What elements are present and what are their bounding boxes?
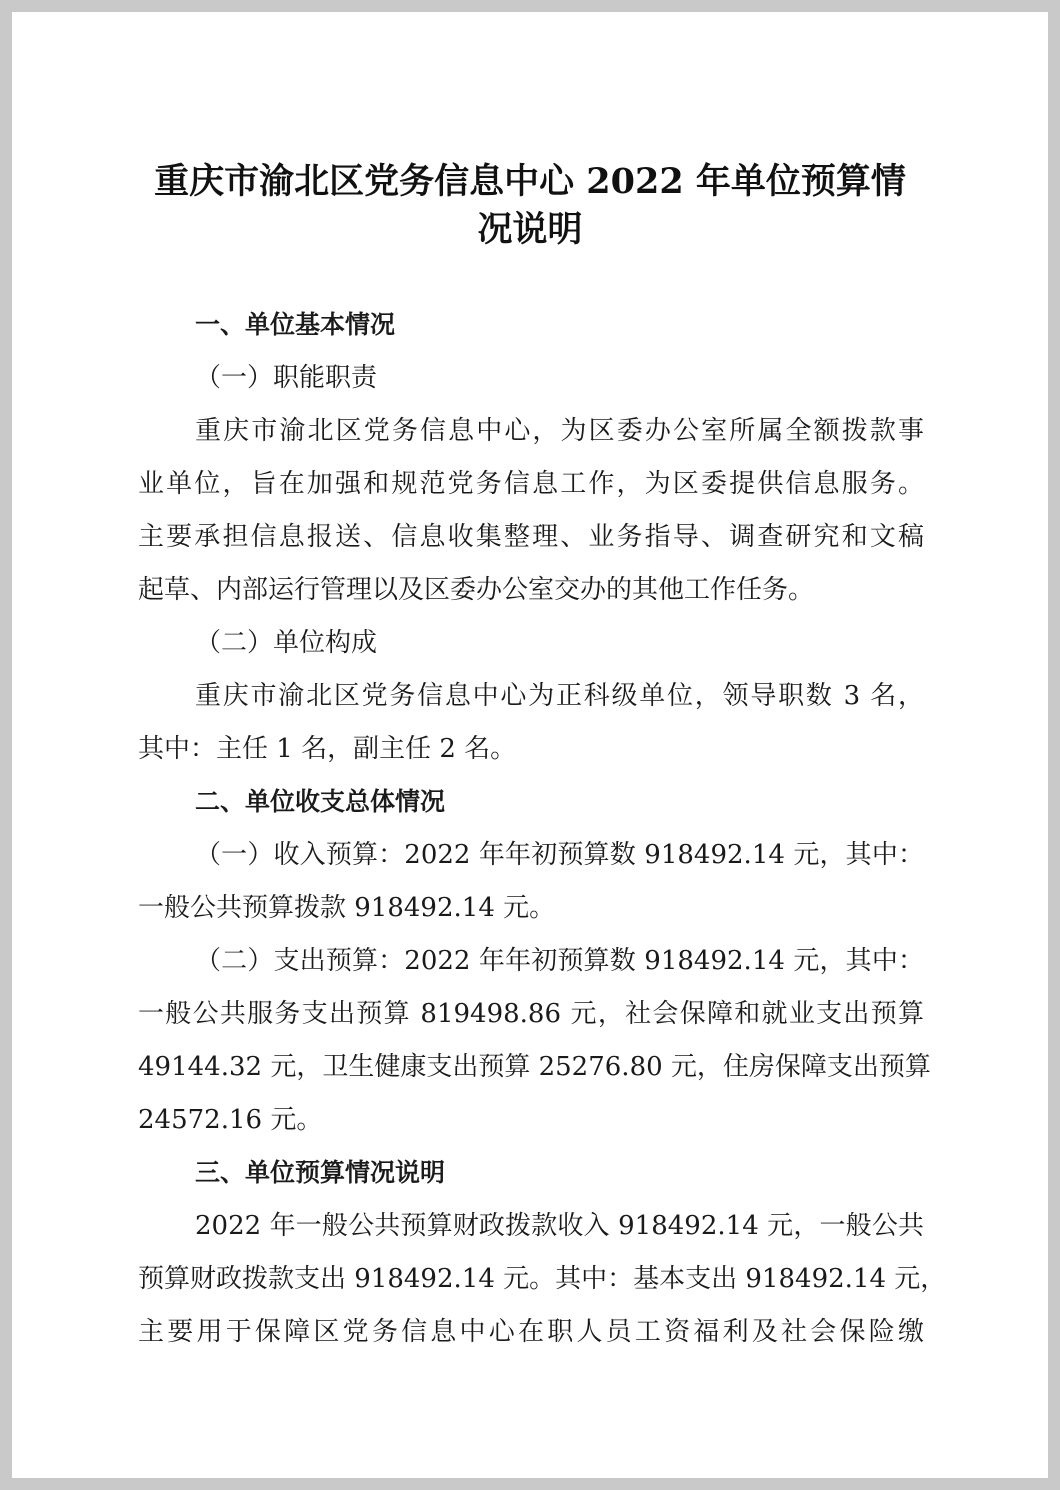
section-1-heading: 一、单位基本情况: [195, 310, 396, 339]
section-3-heading: 三、单位预算情况说明: [195, 1158, 446, 1187]
paragraph-line: 一般公共预算拨款 918492.14 元。: [138, 893, 556, 923]
paragraph-line: （二）支出预算：2022 年年初预算数 918492.14 元，其中：: [195, 946, 924, 976]
paragraph-line: 2022 年一般公共预算财政拨款收入 918492.14 元，一般公共: [195, 1211, 924, 1241]
paragraph-line: 其中：主任 1 名，副主任 2 名。: [138, 734, 517, 764]
paragraph-line: 业单位，旨在加强和规范党务信息工作，为区委提供信息服务。: [138, 469, 924, 499]
document-page: [12, 12, 1048, 1478]
paragraph-line: 重庆市渝北区党务信息中心为正科级单位，领导职数 3 名，: [195, 681, 924, 711]
paragraph-line: 主要用于保障区党务信息中心在职人员工资福利及社会保险缴: [138, 1317, 924, 1347]
section-1-subheading-composition: （二）单位构成: [195, 628, 378, 658]
paragraph-line: 预算财政拨款支出 918492.14 元。其中：基本支出 918492.14 元，: [138, 1264, 947, 1294]
paragraph-line: 24572.16 元。: [138, 1105, 323, 1135]
paragraph-line: （一）收入预算：2022 年年初预算数 918492.14 元，其中：: [195, 840, 924, 870]
document-title-line-1: 重庆市渝北区党务信息中心 2022 年单位预算情: [154, 161, 906, 202]
paragraph-line: 一般公共服务支出预算 819498.86 元，社会保障和就业支出预算: [138, 999, 924, 1029]
paragraph-line: 49144.32 元，卫生健康支出预算 25276.80 元，住房保障支出预算: [138, 1052, 931, 1082]
paragraph-line: 主要承担信息报送、信息收集整理、业务指导、调查研究和文稿: [138, 522, 924, 552]
paragraph-line: 起草、内部运行管理以及区委办公室交办的其他工作任务。: [138, 575, 815, 605]
section-2-heading: 二、单位收支总体情况: [195, 787, 446, 816]
document-title-line-2: 况说明: [477, 209, 583, 250]
paragraph-line: 重庆市渝北区党务信息中心，为区委办公室所属全额拨款事: [195, 416, 924, 446]
section-1-subheading-duties: （一）职能职责: [195, 363, 378, 393]
